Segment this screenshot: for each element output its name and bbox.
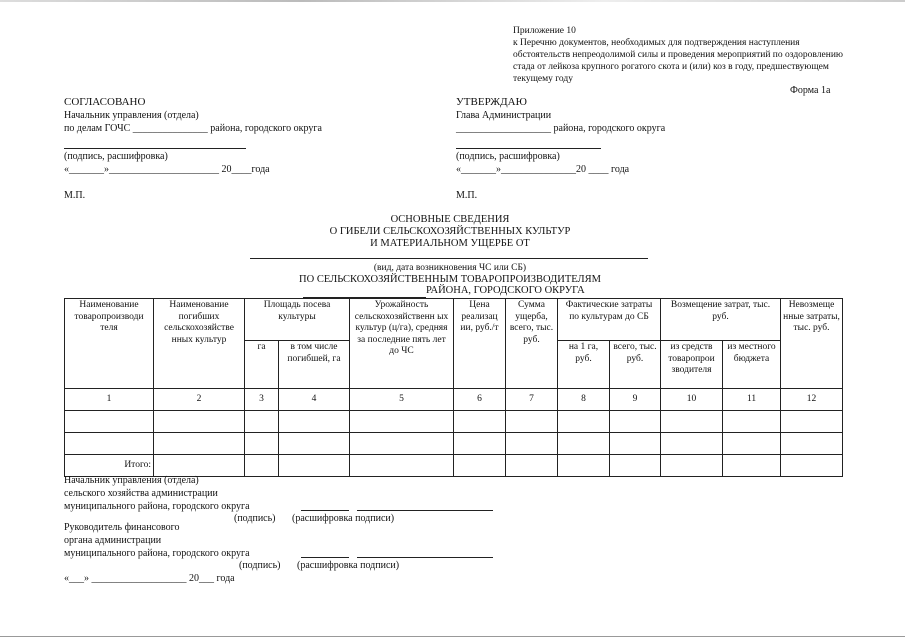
sig1-sign-line xyxy=(301,510,349,511)
sig1-line1: Начальник управления (отдела) xyxy=(64,475,199,486)
table-cell xyxy=(245,455,279,477)
table-cell xyxy=(279,433,350,455)
header-area-lost: в том числе погибшей, га xyxy=(279,341,350,389)
table-cell xyxy=(454,411,506,433)
table-cell xyxy=(350,411,454,433)
header-actual-costs: Фактические затраты по культурам до СБ xyxy=(558,299,661,341)
sig2-decode-line xyxy=(357,557,493,558)
table-cell xyxy=(781,433,843,455)
table-cell xyxy=(506,455,558,477)
table-cell xyxy=(350,455,454,477)
column-number: 2 xyxy=(154,389,245,411)
table-cell xyxy=(661,455,723,477)
column-number: 3 xyxy=(245,389,279,411)
total-label: Итого: xyxy=(65,455,154,477)
footer-date: «___» ___________________ 20___ года xyxy=(64,573,235,584)
header-price: Цена реализац ии, руб./т xyxy=(454,299,506,389)
damage-table xyxy=(64,298,843,477)
approval-right-signature-label: (подпись, расшифровка) xyxy=(456,151,560,162)
table-cell xyxy=(506,433,558,455)
header-yield: Урожайность сельскохозяйственн ых культур (ц/га), средняя за последние пять лет до ЧС xyxy=(350,299,454,389)
table-row xyxy=(65,433,843,455)
table-cell xyxy=(154,411,245,433)
table-cell xyxy=(723,411,781,433)
table-cell xyxy=(65,411,154,433)
header-area-ha: га xyxy=(245,341,279,389)
table-cell xyxy=(154,455,245,477)
column-number: 4 xyxy=(279,389,350,411)
column-number: 7 xyxy=(506,389,558,411)
form-number: Форма 1а xyxy=(790,85,831,96)
column-number: 10 xyxy=(661,389,723,411)
header-cost-total: всего, тыс. руб. xyxy=(610,341,661,389)
title-line4: ПО СЕЛЬСКОХОЗЯЙСТВЕННЫМ ТОВАРОПРОИЗВОДИТЕЛЯМ xyxy=(299,274,601,285)
approval-right-line1: Глава Администрации xyxy=(456,110,552,121)
table-cell xyxy=(558,433,610,455)
sig1-line2: сельского хозяйства администрации xyxy=(64,488,218,499)
title-line1: ОСНОВНЫЕ СВЕДЕНИЯ xyxy=(390,214,510,225)
table-cell xyxy=(610,411,661,433)
table-cell xyxy=(65,433,154,455)
approval-left-stamp: М.П. xyxy=(64,190,86,201)
sig2-line3: муниципального района, городского округа xyxy=(64,548,250,559)
appendix-title: Приложение 10 xyxy=(513,26,576,36)
header-producer: Наименование товаропроизводи теля xyxy=(65,299,154,389)
scan-edge-top xyxy=(0,0,905,2)
sig1-decode-line xyxy=(357,510,493,511)
approval-right-heading: УТВЕРЖДАЮ xyxy=(456,96,527,108)
table-cell xyxy=(781,455,843,477)
table-cell xyxy=(454,455,506,477)
sig2-line2: органа администрации xyxy=(64,535,162,546)
table-cell xyxy=(245,411,279,433)
sig1-caption-sign: (подпись) xyxy=(234,513,276,524)
title-line2: О ГИБЕЛИ СЕЛЬСКОХОЗЯЙСТВЕННЫХ КУЛЬТУР xyxy=(329,226,571,237)
table-cell xyxy=(610,455,661,477)
approval-left-line1: Начальник управления (отдела) xyxy=(64,110,199,121)
header-damage-sum: Сумма ущерба, всего, тыс. руб. xyxy=(506,299,558,389)
column-number: 5 xyxy=(350,389,454,411)
column-number: 6 xyxy=(454,389,506,411)
table-cell xyxy=(558,455,610,477)
sig2-sign-line xyxy=(301,557,349,558)
table-cell xyxy=(279,411,350,433)
table-cell xyxy=(723,433,781,455)
approval-left-heading: СОГЛАСОВАНО xyxy=(64,96,146,108)
table-cell xyxy=(661,433,723,455)
approval-right-line2: ___________________ района, городского округа xyxy=(456,123,666,134)
table-cell xyxy=(558,411,610,433)
approval-left-line2: по делам ГОЧС _______________ района, городского округа xyxy=(64,123,322,134)
title-line3: И МАТЕРИАЛЬНОМ УЩЕРБЕ ОТ xyxy=(370,238,530,249)
table-header-row-1 xyxy=(65,299,843,341)
table-cell xyxy=(154,433,245,455)
table-total-row xyxy=(65,455,843,477)
column-number: 8 xyxy=(558,389,610,411)
table-cell xyxy=(781,411,843,433)
approval-right-signature-line xyxy=(456,148,601,149)
appendix-block xyxy=(513,25,843,85)
appendix-text: к Перечню документов, необходимых для подтверждения наступления обстоятельств непреодолимой силы и проведения мероприятий по оздоровлению стада от лейкоза крупного рогатого скота и (или) коз в году, предшествующем текущему году xyxy=(513,38,844,84)
table-row xyxy=(65,411,843,433)
header-unreimbursed: Невозмеще нные затраты, тыс. руб. xyxy=(781,299,843,389)
approval-left-signature-label: (подпись, расшифровка) xyxy=(64,151,168,162)
title-line5: РАЙОНА, ГОРОДСКОГО ОКРУГА xyxy=(426,285,585,296)
table-cell xyxy=(279,455,350,477)
sig2-caption-decode: (расшифровка подписи) xyxy=(297,560,400,571)
table-cell xyxy=(723,455,781,477)
sig1-caption-decode: (расшифровка подписи) xyxy=(292,513,395,524)
column-number: 1 xyxy=(65,389,154,411)
scan-edge-bottom xyxy=(0,636,905,637)
sig2-line1: Руководитель финансового xyxy=(64,522,180,533)
column-number: 9 xyxy=(610,389,661,411)
column-number: 11 xyxy=(723,389,781,411)
table-cell xyxy=(610,433,661,455)
table-cell xyxy=(506,411,558,433)
header-sown-area: Площадь посева культуры xyxy=(245,299,350,341)
approval-right-date: «_______»_______________20 ____ года xyxy=(456,164,630,175)
header-reimb-local-budget: из местного бюджета xyxy=(723,341,781,389)
header-cost-per-ha: на 1 га, руб. xyxy=(558,341,610,389)
approval-right-stamp: М.П. xyxy=(456,190,478,201)
title-blank-line xyxy=(250,258,648,259)
sig2-caption-sign: (подпись) xyxy=(239,560,281,571)
table-cell xyxy=(661,411,723,433)
header-reimb-producer: из средств товаропрои зводителя xyxy=(661,341,723,389)
sig1-line3: муниципального района, городского округа xyxy=(64,501,250,512)
column-number: 12 xyxy=(781,389,843,411)
approval-left-signature-line xyxy=(64,148,246,149)
approval-left-date: «_______»______________________ 20____года xyxy=(64,164,270,175)
table-cell xyxy=(245,433,279,455)
table-cell xyxy=(350,433,454,455)
table-cell xyxy=(454,433,506,455)
table-column-numbers xyxy=(65,389,843,411)
title-sub-label: (вид, дата возникновения ЧС или СБ) xyxy=(373,263,527,273)
header-reimbursement: Возмещение затрат, тыс. руб. xyxy=(661,299,781,341)
header-crops: Наименование погибших сельскохозяйстве нных культур xyxy=(154,299,245,389)
